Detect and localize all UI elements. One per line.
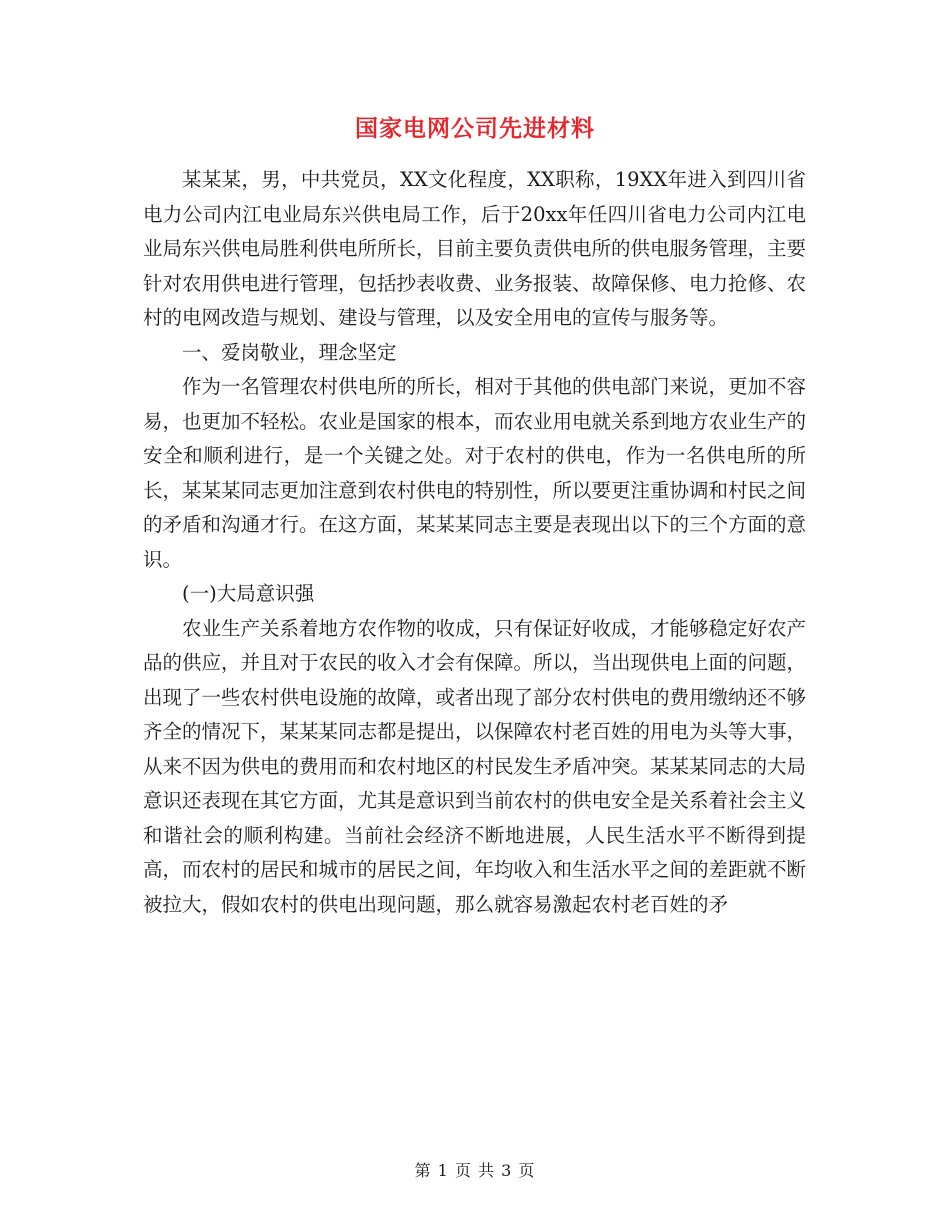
paragraph-intro: 某某某，男，中共党员，XX文化程度，XX职称，19XX年进入到四川省电力公司内江电业局东兴供电局工作，后于20xx年任四川省电力公司内江电业局东兴供电局胜利供电所所长，目前主要负责供电所的供电服务管理，主要针对农用供电进行管理，包括抄表收费、业务报装、故障保修、电力抢修、农村的电网改造与规划、建设与管理，以及安全用电的宣传与服务等。 [143,168,807,329]
paragraph-subsection-1: 农业生产关系着地方农作物的收成，只有保证好收成，才能够稳定好农产品的供应，并且对于农民的收入才会有保障。所以，当出现供电上面的问题，出现了一些农村供电设施的故障，或者出现了部分农村供电的费用缴纳还不够齐全的情况下，某某某同志都是提出，以保障农村老百姓的用电为头等大事，从来不因为供电的费用而和农村地区的村民发生矛盾冲突。某某某同志的大局意识还表现在其它方面，尤其是意识到当前农村的供电安全是关系着社会主义和谐社会的顺利构建。当前社会经济不断地进展，人民生活水平不断得到提高，而农村的居民和城市的居民之间，年均收入和生活水平之间的差距就不断被拉大，假如农村的供电出现问题，那么就容易激起农村老百姓的矛 [143,616,807,916]
paragraph-section-1: 作为一名管理农村供电所的所长，相对于其他的供电部门来说，更加不容易，也更加不轻松。农业是国家的根本，而农业用电就关系到地方农业生产的安全和顺利进行，是一个关键之处。对于农村的供电，作为一名供电所的所长，某某某同志更加注意到农村供电的特别性，所以要更注重协调和村民之间的矛盾和沟通才行。在这方面，某某某同志主要是表现出以下的三个方面的意识。 [143,375,807,571]
page-number-footer: 第 1 页 共 3 页 [414,1161,536,1180]
section-heading-1: 一、爱岗敬业，理念坚定 [182,340,397,364]
document-title: 国家电网公司先进材料 [355,115,595,142]
subsection-heading-1: (一)大局意识强 [182,582,315,605]
document-body [143,163,806,922]
